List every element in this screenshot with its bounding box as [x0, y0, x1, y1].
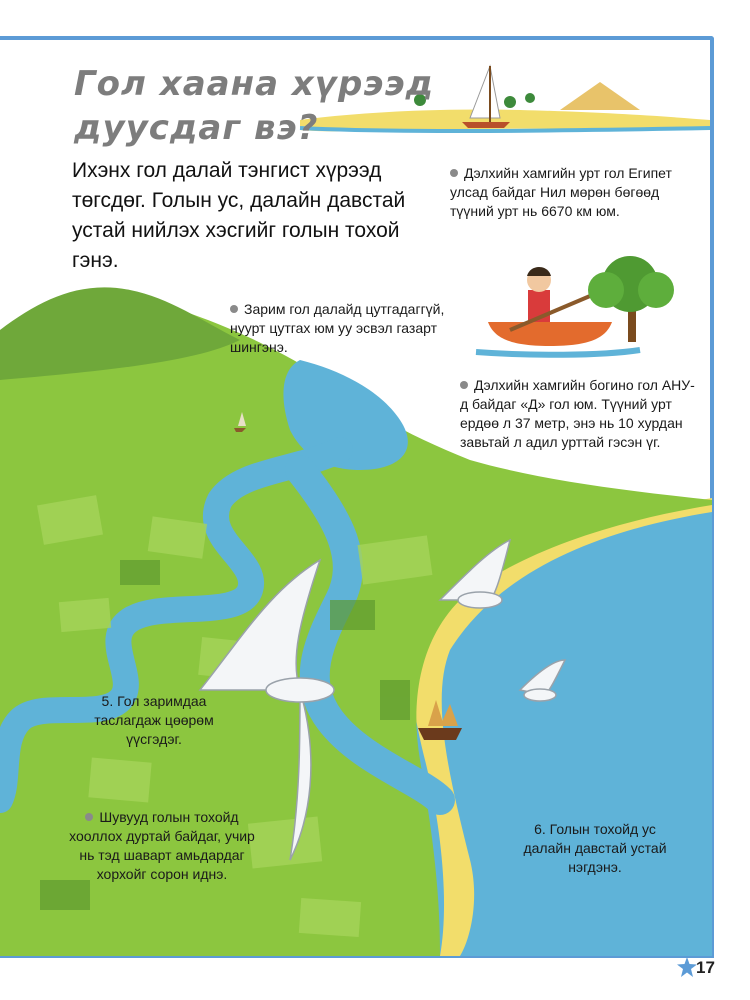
note-birds-text: Шувууд голын тохойд хооллох дуртай байдаг, учир нь тэд шаварт амьдардаг хорхойг сорон иднэ.	[69, 809, 255, 882]
bullet-dot	[85, 813, 93, 821]
page-number: 17	[696, 958, 715, 977]
page-title	[74, 62, 434, 150]
intro-paragraph: Ихэнх гол далай тэнгист хүрээд төгсдөг. Голын ус, далайн давстай устай нийлэх хэсгийг голын тохой гэнэ.	[72, 159, 406, 272]
bullet-dot	[460, 381, 468, 389]
note-lakes-text: Зарим гол далайд цутгадаггүй, нуурт цутгах юм уу эсвэл газарт шингэнэ.	[230, 301, 445, 355]
note-lakes	[230, 300, 470, 357]
bullet-dot	[230, 305, 238, 313]
note-birds	[62, 808, 262, 884]
note-estuary: 6. Голын тохойд ус далайн давстай устай нэгдэнэ.	[523, 821, 667, 875]
title-line-1: Гол хаана хүрээд	[74, 64, 435, 104]
note-shortest-river	[460, 376, 702, 452]
star-icon	[676, 956, 698, 978]
bullet-dot	[450, 169, 458, 177]
title-line-2: дуусдаг вэ?	[74, 108, 319, 148]
note-nile	[450, 164, 690, 221]
note-shortest-river-text: Дэлхийн хамгийн богино гол АНУ-д байдаг «Д» гол юм. Түүний урт ердөө л 37 метр, энэ нь 10 хурдан завьтай л адил урттай гэсэн үг.	[460, 377, 695, 450]
note-nile-text: Дэлхийн хамгийн урт гол Египет улсад байдаг Нил мөрөн бөгөөд түүний урт нь 6670 км юм.	[450, 165, 672, 219]
note-swamp: 5. Гол заримдаа таслагдаж цөөрөм үүсгэдэг.	[94, 693, 214, 747]
